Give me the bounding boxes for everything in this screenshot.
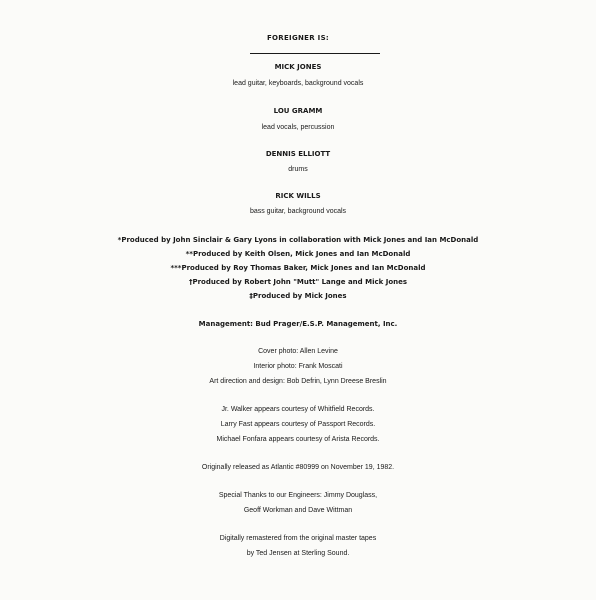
release-note: Originally released as Atlantic #80999 on November 19, 1982.	[201, 464, 395, 471]
member-role: drums	[288, 166, 308, 173]
courtesy-credit: Larry Fast appears courtesy of Passport Records.	[220, 421, 376, 428]
producer-credit: **Produced by Keith Olsen, Mick Jones and Ian McDonald	[185, 250, 411, 258]
management-credit: Management: Bud Prager/E.S.P. Management, Inc.	[198, 320, 398, 328]
member-name: MICK JONES	[274, 63, 322, 71]
member-name: DENNIS ELLIOTT	[265, 150, 331, 158]
member-name: RICK WILLS	[275, 192, 321, 200]
courtesy-credit: Michael Fonfara appears courtesy of Arista Records.	[216, 436, 380, 443]
design-credit: Art direction and design: Bob Defrin, Lynn Dreese Breslin	[209, 378, 387, 385]
member-name: LOU GRAMM	[273, 107, 323, 115]
member-role: bass guitar, background vocals	[249, 208, 347, 215]
photo-credit: Cover photo: Allen Levine	[258, 348, 338, 355]
member-role: lead vocals, percussion	[261, 124, 335, 131]
producer-credit: ‡Produced by Mick Jones	[249, 292, 347, 300]
thanks-line: Special Thanks to our Engineers: Jimmy Douglass,	[218, 492, 378, 499]
thanks-line: Geoff Workman and Dave Wittman	[243, 507, 353, 514]
member-role: lead guitar, keyboards, background vocals	[232, 80, 364, 87]
title-underline	[250, 53, 380, 54]
producer-credit: *Produced by John Sinclair & Gary Lyons in collaboration with Mick Jones and Ian McDonald	[117, 236, 479, 244]
page-title: FOREIGNER IS:	[266, 34, 330, 42]
photo-credit: Interior photo: Frank Moscati	[253, 363, 343, 370]
producer-credit: †Produced by Robert John "Mutt" Lange and Mick Jones	[188, 278, 408, 286]
producer-credit: ***Produced by Roy Thomas Baker, Mick Jones and Ian McDonald	[170, 264, 426, 272]
remaster-note: by Ted Jensen at Sterling Sound.	[246, 550, 350, 557]
courtesy-credit: Jr. Walker appears courtesy of Whitfield Records.	[221, 406, 375, 413]
remaster-note: Digitally remastered from the original master tapes	[219, 535, 377, 542]
